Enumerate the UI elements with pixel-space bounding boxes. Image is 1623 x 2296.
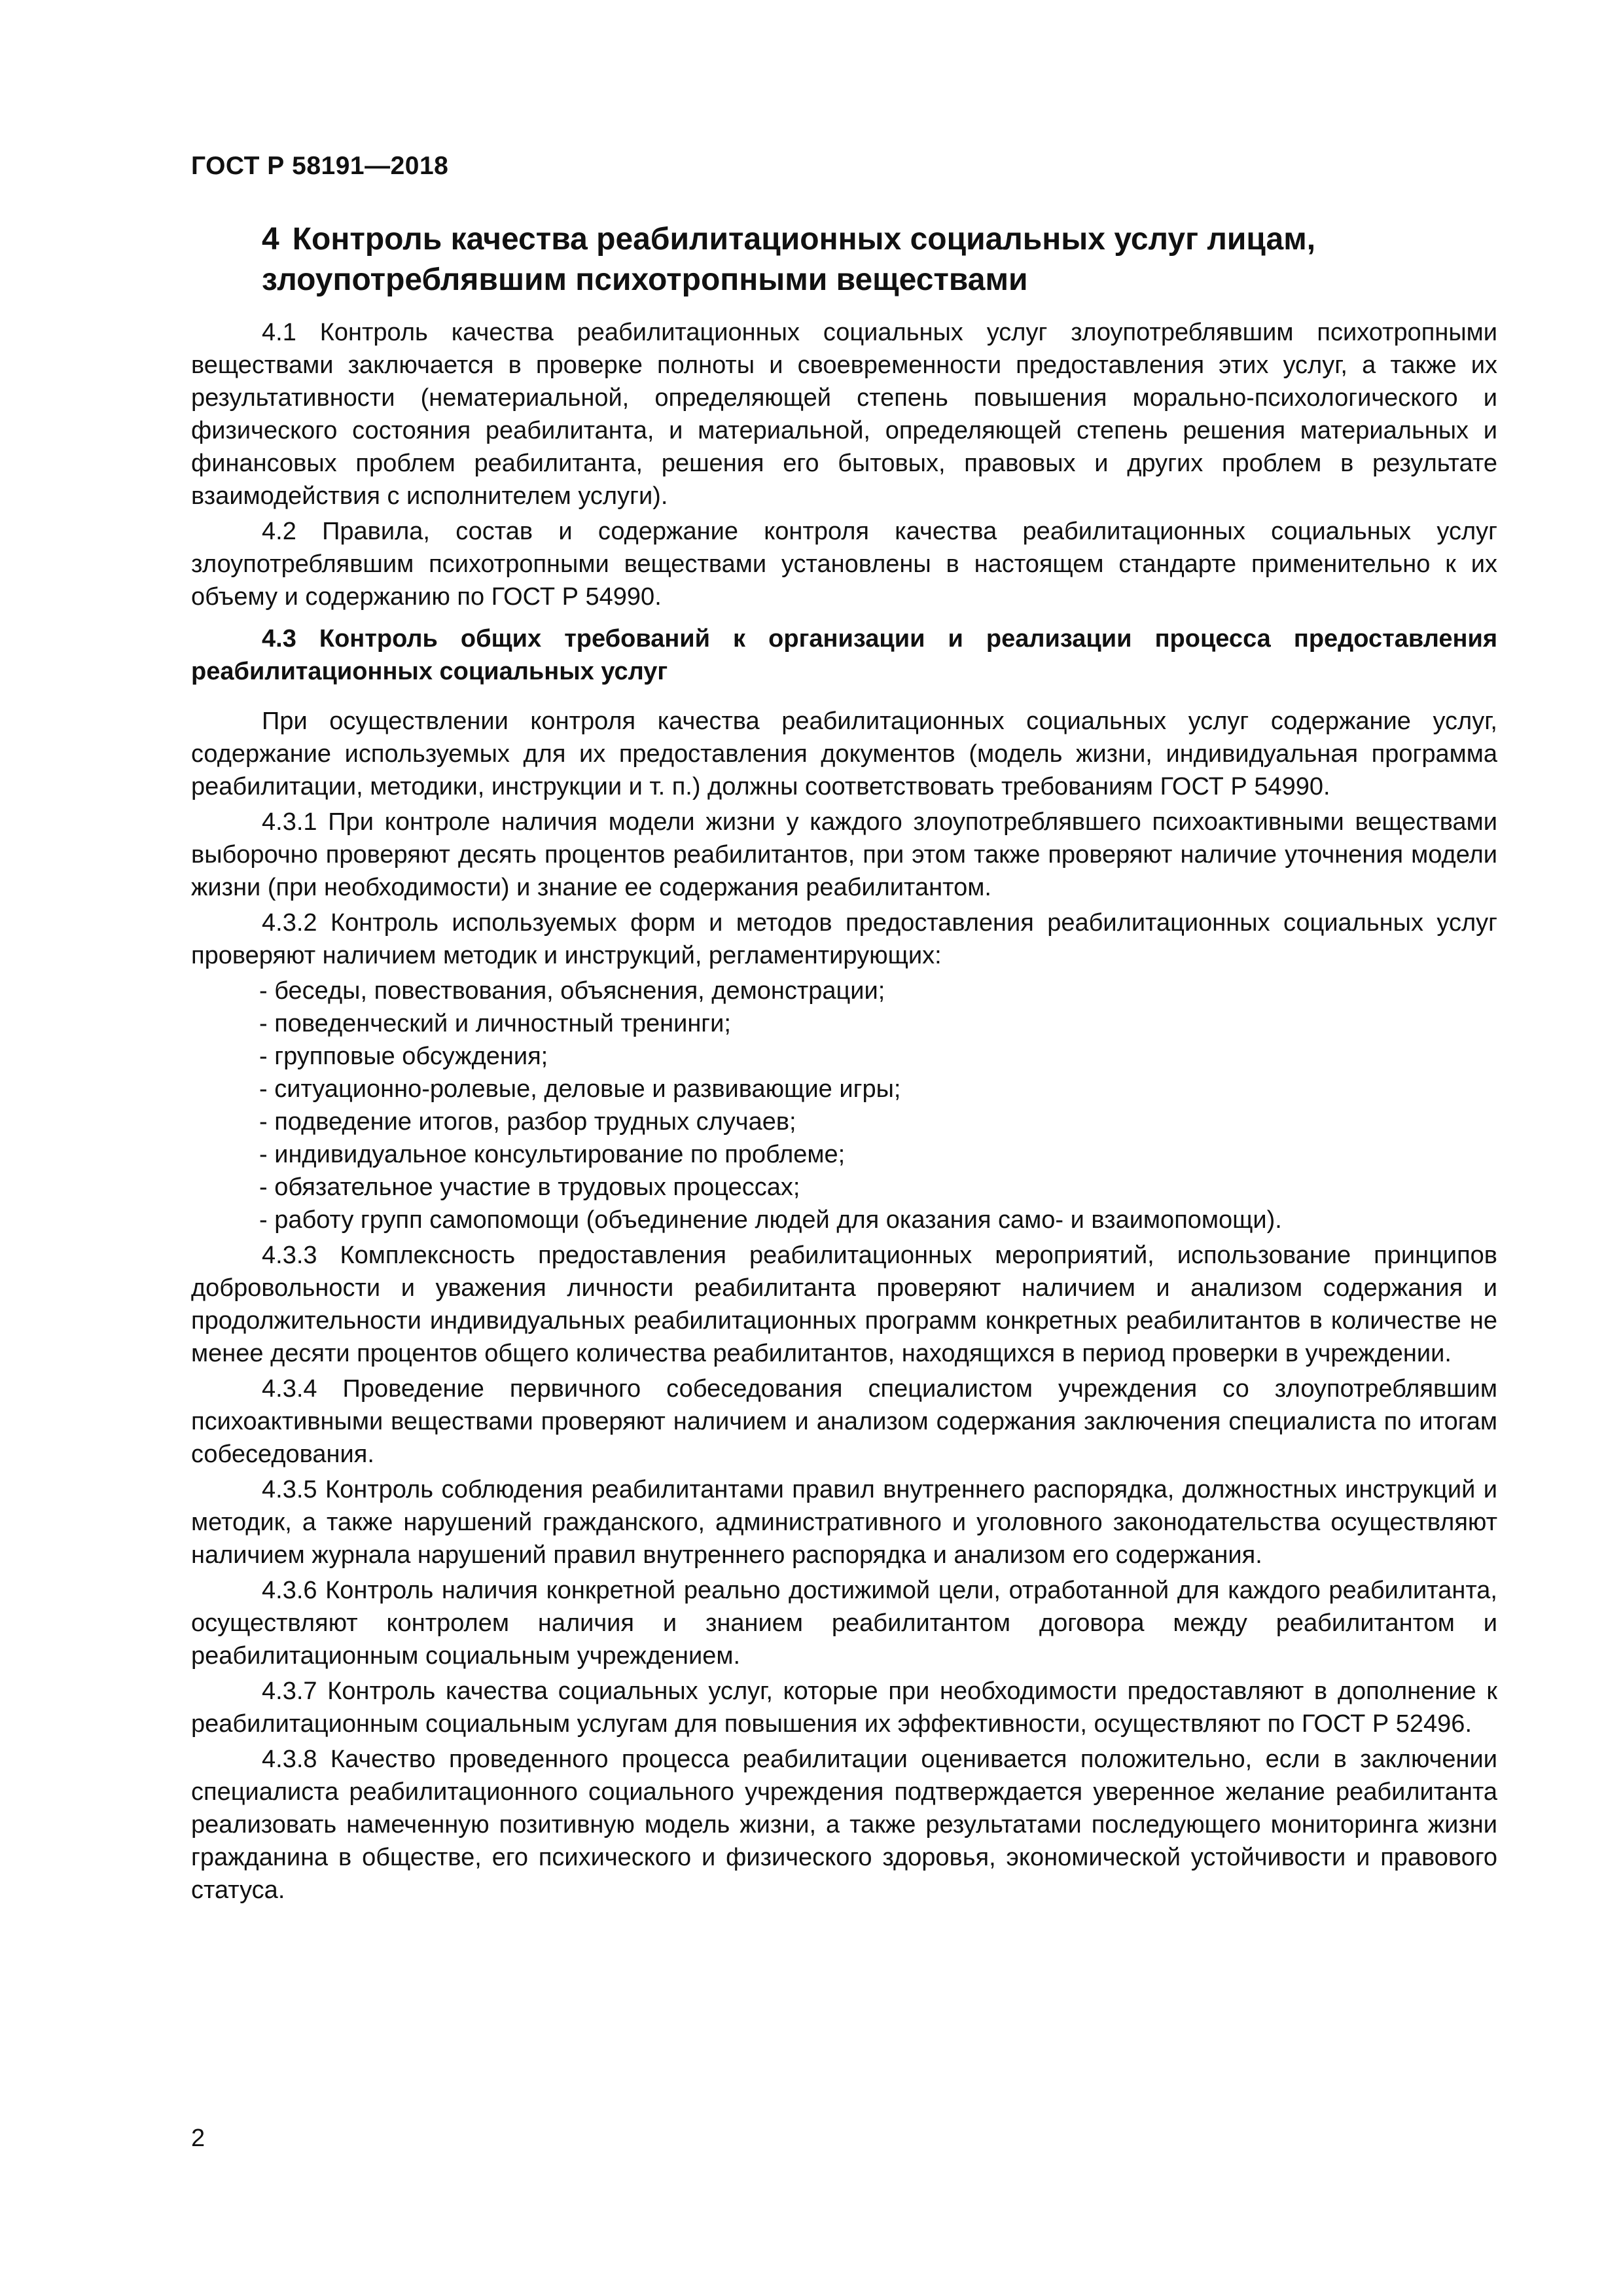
paragraph-4-3-3: 4.3.3 Комплексность предоставления реабилитационных мероприятий, использование принципов добровольности и уважения личности реабилитанта проверяют наличием и анализом содержания и продолжительности индивидуальных реабилитационных программ конкретных реабилитантов в количестве не менее десяти процентов общего количества реабилитантов, находящихся в период проверки в учреждении. [191,1242,1497,1367]
section-number: 4 [262,222,279,257]
list-item: - беседы, повествования, объяснения, демонстрации; [259,977,885,1005]
paragraph-4-2: 4.2 Правила, состав и содержание контроля качества реабилитационных социальных услуг злоупотреблявшим психотропными веществами установлены в настоящем стандарте применительно к их объему и содержанию по ГОСТ Р 54990. [191,518,1497,611]
page-number: 2 [191,2125,205,2152]
list-item: - подведение итогов, разбор трудных случаев; [259,1108,796,1136]
list-item: - работу групп самопомощи (объединение людей для оказания само- и взаимопомощи). [259,1206,1282,1234]
paragraph-4-3-6: 4.3.6 Контроль наличия конкретной реально достижимой цели, отработанной для каждого реабилитанта, осуществляют контролем наличия и знанием реабилитантом договора между реабилитантом и реабилитационным социальным учреждением. [191,1577,1497,1670]
paragraph-4-3-7: 4.3.7 Контроль качества социальных услуг, которые при необходимости предоставляют в дополнение к реабилитационным социальным услугам для повышения их эффективности, осуществляют по ГОСТ Р 52496. [191,1677,1497,1738]
list-item: - индивидуальное консультирование по проблеме; [259,1141,846,1168]
list-item: - ситуационно-ролевые, деловые и развивающие игры; [259,1075,901,1103]
methods-list [191,975,1497,1236]
section-heading [191,219,1497,300]
paragraph-4-1: 4.1 Контроль качества реабилитационных социальных услуг злоупотреблявшим психотропными веществами заключается в проверке полноты и своевременности предоставления этих услуг, а также их результативности (нематериальной, определяющей степень повышения морально-психологического и физического состояния реабилитанта, и материальной, определяющей степень решения материальных и финансовых проблем реабилитанта, решения его бытовых, правовых и других проблем в результате взаимодействия с исполнителем услуги). [191,319,1497,510]
list-item: - поведенческий и личностный тренинги; [259,1010,731,1037]
section-title: Контроль качества реабилитационных социальных услуг лицам, злоупотреблявшим психотропными веществами [262,222,1316,297]
paragraph-4-3-8: 4.3.8 Качество проведенного процесса реабилитации оценивается положительно, если в заключении специалиста реабилитационного социального учреждения подтверждается уверенное желание реабилитанта реализовать намеченную позитивную модель жизни, а также результатами последующего мониторинга жизни гражданина в обществе, его психического и физического здоровья, экономической устойчивости и правового статуса. [191,1746,1497,1904]
paragraph-4-3-4: 4.3.4 Проведение первичного собеседования специалистом учреждения со злоупотреблявшим психоактивными веществами проверяют наличием и анализом содержания заключения специалиста по итогам собеседования. [191,1375,1497,1468]
document-body [191,219,1497,1909]
list-item: - обязательное участие в трудовых процессах; [259,1174,800,1201]
paragraph-4-3-intro: При осуществлении контроля качества реабилитационных социальных услуг содержание услуг, содержание используемых для их предоставления документов (модель жизни, индивидуальная программа реабилитации, методики, инструкции и т. п.) должны соответствовать требованиям ГОСТ Р 54990. [191,708,1497,800]
list-item: - групповые обсуждения; [259,1043,548,1070]
paragraph-4-3-5: 4.3.5 Контроль соблюдения реабилитантами правил внутреннего распорядка, должностных инструкций и методик, а также нарушений гражданского, административного и уголовного законодательства осуществляют наличием журнала нарушений правил внутреннего распорядка и анализом его содержания. [191,1476,1497,1569]
paragraph-4-3-1: 4.3.1 При контроле наличия модели жизни у каждого злоупотреблявшего психоактивными веществами выборочно проверяют десять процентов реабилитантов, при этом также проверяют наличие уточнения модели жизни (при необходимости) и знание ее содержания реабилитантом. [191,808,1497,901]
document-code-header: ГОСТ Р 58191—2018 [191,152,449,180]
paragraph-4-3-2: 4.3.2 Контроль используемых форм и методов предоставления реабилитационных социальных услуг проверяют наличием методик и инструкций, регламентирующих: [191,909,1497,969]
subsection-heading-4-3: 4.3 Контроль общих требований к организации и реализации процесса предоставления реабилитационных социальных услуг [191,625,1497,685]
